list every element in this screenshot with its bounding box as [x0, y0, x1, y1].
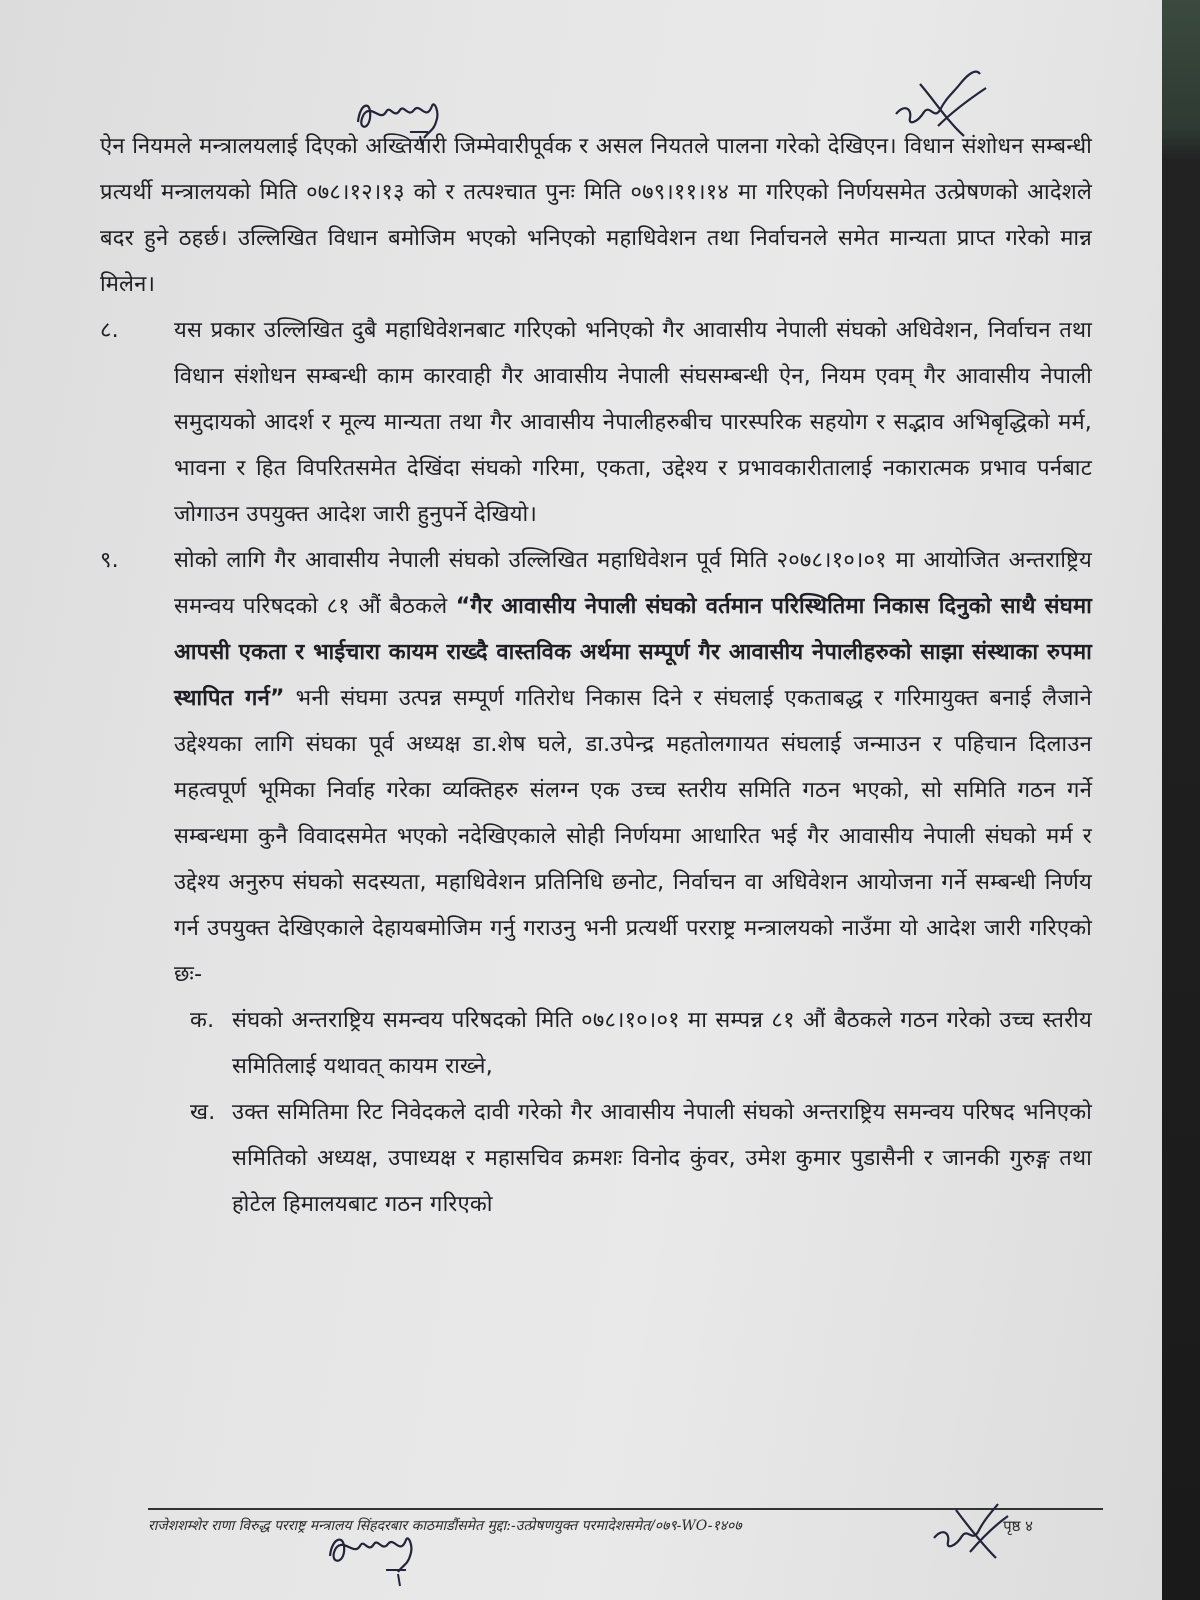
background-edge	[1162, 0, 1200, 1600]
paragraph-text-part: सोको लागि गैर आवासीय नेपाली संघको उल्लिखित महाधिवेशन पूर्व मिति २०७८।१०।०१ मा आयोजित अन्तराष्ट्रिय समन्वय परिषदको ८१ औं बैठकले	[174, 548, 1092, 619]
paragraph-text	[174, 538, 1092, 998]
paragraph-7-continued: ऐन नियमले मन्त्रालयलाई दिएको अख्तियारी जिम्मेवारीपूर्वक र असल नियतले पालना गरेको देखिएन। विधान संशोधन सम्बन्धी प्रत्यर्थी मन्त्रालयको मिति ०७८।१२।१३ को र तत्पश्चात पुनः मिति ०७९।११।१४ मा गरिएको निर्णयसमेत उत्प्रेषणको आदेशले बदर हुने ठहर्छ। उल्लिखित विधान बमोजिम भएको भनिएको महाधिवेशन तथा निर्वाचनले समेत मान्यता प्राप्त गरेको मान्न मिलेन।	[100, 134, 1092, 297]
paragraph-text: यस प्रकार उल्लिखित दुबै महाधिवेशनबाट गरिएको भनिएको गैर आवासीय नेपाली संघको अधिवेशन, निर्वाचन तथा विधान संशोधन सम्बन्धी काम कारवाही गैर आवासीय नेपाली संघसम्बन्धी ऐन, नियम एवम् गैर आवासीय नेपाली समुदायको आदर्श र मूल्य मान्यता तथा गैर आवासीय नेपालीहरुबीच पारस्परिक सहयोग र सद्भाव अभिबृद्धिको मर्म, भावना र हित विपरितसमेत देखिंदा संघको गरिमा, एकता, उद्देश्य र प्रभावकारीतालाई नकारात्मक प्रभाव पर्नबाट जोगाउन उपयुक्त आदेश जारी हुनुपर्ने देखियो।	[174, 318, 1092, 527]
paragraph-number: ९.	[100, 548, 119, 573]
signature-bottom-left	[320, 1520, 430, 1590]
sub-item-label: ख.	[190, 1100, 216, 1125]
signature-bottom-right	[930, 1486, 1010, 1566]
footer-case-title: राजेशशम्शेर राणा विरुद्ध परराष्ट्र मन्त्रालय सिंहदरबार काठमाडौंसमेत मुद्दा:-उत्प्रेषणयुक्त परमादेशसमेत/०७९-WO-१४०७	[148, 1518, 742, 1534]
quoted-resolution: “गैर आवासीय नेपाली संघको वर्तमान परिस्थितिमा निकास दिनुको साथै संघमा आपसी एकता र भाईचारा कायम राख्दै वास्तविक अर्थमा सम्पूर्ण गैर आवासीय नेपालीहरुको साझा संस्थाका रुपमा स्थापित गर्न”	[174, 594, 1092, 711]
paragraph-number: ८.	[100, 318, 119, 343]
sub-item-ka	[190, 998, 1092, 1090]
paragraph-8	[100, 308, 1092, 538]
footer-page-number: पृष्ठ ४	[1003, 1517, 1033, 1535]
sub-item-kha	[190, 1090, 1092, 1228]
sub-item-text: संघको अन्तराष्ट्रिय समन्वय परिषदको मिति ०७८।१०।०१ मा सम्पन्न ८१ औं बैठकले गठन गरेको उच्च स्तरीय समितिलाई यथावत् कायम राख्ने,	[232, 1008, 1092, 1079]
sub-item-text: उक्त समितिमा रिट निवेदकले दावी गरेको गैर आवासीय नेपाली संघको अन्तराष्ट्रिय समन्वय परिषद भनिएको समितिको अध्यक्ष, उपाध्यक्ष र महासचिव क्रमशः विनोद कुंवर, उमेश कुमार पुडासैनी र जानकी गुरुङ्ग तथा होटेल हिमालयबाट गठन गरिएको	[232, 1100, 1092, 1217]
document-body	[100, 124, 1092, 1228]
paragraph-9	[100, 538, 1092, 998]
paragraph-text-part: भनी संघमा उत्पन्न सम्पूर्ण गतिरोध निकास दिने र संघलाई एकताबद्ध र गरिमायुक्त बनाई लैजाने उद्देश्यका लागि संघका पूर्व अध्यक्ष डा.शेष घले, डा.उपेन्द्र महतोलगायत संघलाई जन्माउन र पहिचान दिलाउन महत्वपूर्ण भूमिका निर्वाह गरेका व्यक्तिहरु संलग्न एक उच्च स्तरीय समिति गठन भएको, सो समिति गठन गर्ने सम्बन्धमा कुनै विवादसमेत भएको नदेखिएकाले सोही निर्णयमा आधारित भई गैर आवासीय नेपाली संघको मर्म र उद्देश्य अनुरुप संघको सदस्यता, महाधिवेशन प्रतिनिधि छनोट, निर्वाचन वा अधिवेशन आयोजना गर्ने सम्बन्धी निर्णय गर्न उपयुक्त देखिएकाले देहायबमोजिम गर्नु गराउनु भनी प्रत्यर्थी परराष्ट्र मन्त्रालयको नाउँमा यो आदेश जारी गरिएको छः-	[174, 686, 1092, 987]
sub-item-label: क.	[190, 1008, 215, 1033]
